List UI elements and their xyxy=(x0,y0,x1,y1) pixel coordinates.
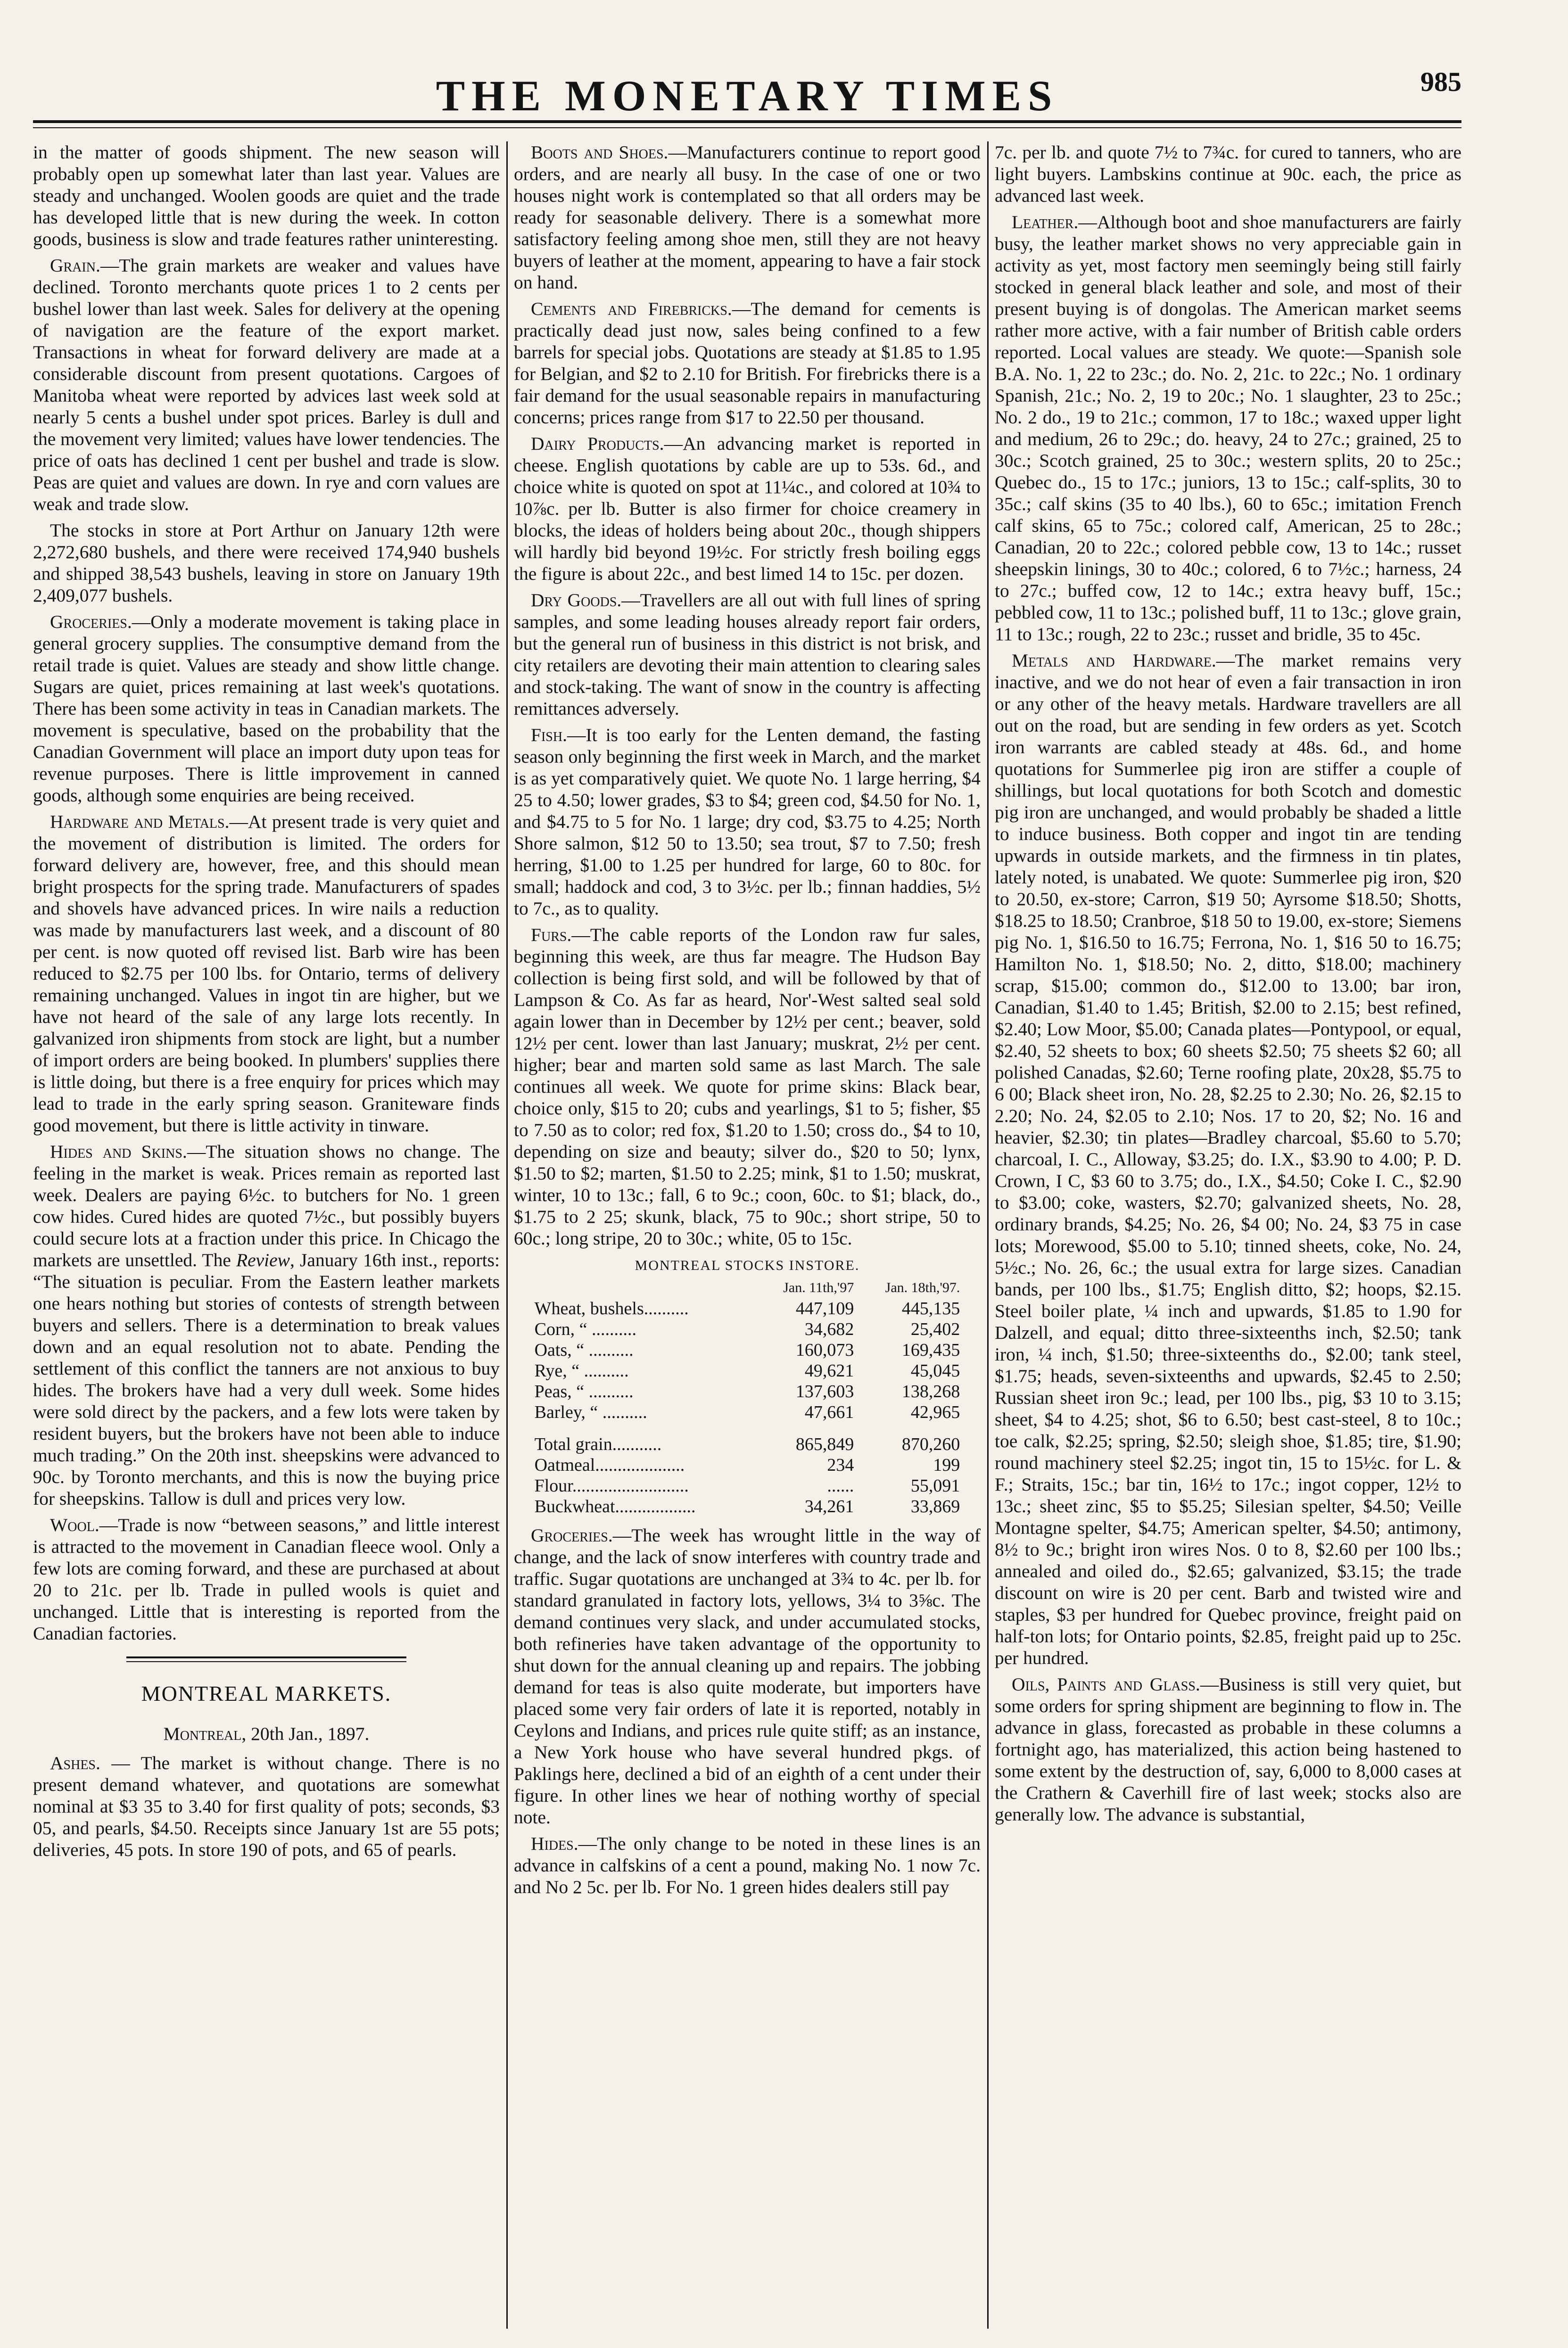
table-row xyxy=(533,1423,962,1455)
section-head: Fish. xyxy=(531,725,567,745)
article-columns xyxy=(33,141,1461,2329)
section-head: Grain. xyxy=(50,255,100,276)
row-label: Corn, “ .......... xyxy=(534,1319,636,1339)
newspaper-title: THE MONETARY TIMES xyxy=(436,72,1059,120)
column-header: Jan. 11th,'97 xyxy=(783,1280,854,1295)
cell-value: 25,402 xyxy=(910,1319,960,1339)
cell-value: 138,268 xyxy=(901,1382,960,1401)
section-head: Leather. xyxy=(1012,212,1079,232)
paragraph-groceries xyxy=(33,611,500,806)
section-head: Furs. xyxy=(531,924,572,945)
cell-value: 865,849 xyxy=(795,1434,854,1454)
dateline-city: Montreal, xyxy=(163,1723,247,1744)
section-head: Boots and Shoes. xyxy=(531,142,668,163)
section-body: —Manufacturers continue to report good orders, and are nearly all busy. In the case of one or two houses night work is contemplated so that all orders may be ready for seasonable delivery. There is a somewhat more satisfactory feeling among shoe men, still they are not heavy buyers of leather at the moment, appearing to have a fair stock on hand. xyxy=(514,142,981,293)
section-body: —It is too early for the Lenten demand, the fasting season only beginning the first week in March, and the market is as yet comparatively quiet. We quote No. 1 large herring, $4 25 to 4.50; lower grades, $3 to $4; green cod, $4.50 for No. 1, and $4.75 to 5 for No. 1 large; dry cod, $3.75 to 4.25; North Shore salmon, $12 50 to 13.50; sea trout, $7 to 7.50; fresh herring, $1.00 to 1.25 per hundred for large, 60 to 80c. for small; haddock and cod, 3 to 3½c. per lb.; finnan haddies, 5½ to 7c., as to quality. xyxy=(514,725,981,919)
header-rule-thin xyxy=(33,127,1461,128)
cell-value: 34,261 xyxy=(804,1497,854,1516)
paragraph-intro: in the matter of goods shipment. The new season will probably open up somewhat later than last year. Values are steady and unchanged. Woolen goods are quiet and the trade has developed little that is new during the week. In cotton goods, business is slow and trade features rather uninteresting. xyxy=(33,142,500,249)
dateline xyxy=(33,1723,500,1745)
table-row xyxy=(533,1475,962,1496)
table-header-row xyxy=(533,1277,962,1298)
row-label: Wheat, bushels.......... xyxy=(534,1299,689,1318)
cell-value: 447,109 xyxy=(795,1299,854,1318)
table-row xyxy=(533,1340,962,1360)
cell-value: 42,965 xyxy=(910,1402,960,1422)
masthead xyxy=(33,0,1461,141)
row-label: Total grain........... xyxy=(534,1434,662,1454)
paragraph-oils xyxy=(995,1673,1461,1825)
section-head: Groceries. xyxy=(531,1525,613,1546)
paragraph-groceries-montreal xyxy=(514,1524,981,1828)
column-divider xyxy=(506,141,508,2329)
table-row xyxy=(533,1496,962,1517)
table-row xyxy=(533,1360,962,1381)
column-2 xyxy=(514,141,981,2329)
table-row xyxy=(533,1402,962,1423)
dateline-date: 20th Jan., 1897. xyxy=(246,1723,370,1744)
column-divider xyxy=(987,141,989,2329)
cell-value: 34,682 xyxy=(804,1319,854,1339)
cell-value: 870,260 xyxy=(901,1434,960,1454)
section-head: Hides. xyxy=(531,1833,578,1854)
cell-value: 47,661 xyxy=(804,1402,854,1422)
section-body: —The only change to be noted in these lines is an advance in calfskins of a cent a pound, making No. 1 now 7c. and No 2 5c. per lb. For No. 1 green hides dealers still pay xyxy=(514,1833,981,1897)
paragraph-fish xyxy=(514,724,981,919)
section-body: —The week has wrought little in the way of change, and the lack of snow interferes with country trade and traffic. Sugar quotations are unchanged at 3¾ to 4c. per lb. for standard granulated in factory lots, yellows, 3¼ to 3⅝c. The demand continues very slack, and under accumulated stocks, both refineries have taken advantage of the opportunity to shut down for the annual cleaning up and repairs. The jobbing demand for teas is also quite moderate, but importers have placed some very fair orders of late it is reported, notably in Ceylons and Indians, and prices rule quite stiff; as an instance, a New York house who have several hundred pkgs. of Paklings here, declined a bid of an eighth of a cent under their figure. In other lines we hear of nothing worthy of special note. xyxy=(514,1525,981,1828)
stocks-table xyxy=(533,1277,962,1517)
paragraph-metals xyxy=(995,650,1461,1669)
section-head: Cements and Firebricks. xyxy=(531,298,732,319)
cell-value: 160,073 xyxy=(795,1340,854,1360)
paragraph-leather xyxy=(995,211,1461,645)
section-head: Ashes. xyxy=(50,1753,100,1773)
section-body: —Although boot and shoe manufacturers are fairly busy, the leather market shows no very appreciable gain in activity as yet, most factory men seemingly being still fairly stocked in general black leather and sole, and most of their present buying is of dongolas. The American market seems rather more active, with a fair number of British cable orders reported. Local values are steady. We quote:—Spanish sole B.A. No. 1, 22 to 23c.; do. No. 2, 21c. to 22c.; No. 1 ordinary Spanish, 21c.; No. 2, 19 to 20c.; No. 1 slaughter, 23 to 25c.; No. 2 do., 19 to 21c.; common, 17 to 18c.; waxed upper light and medium, 26 to 29c.; do. heavy, 24 to 27c.; grained, 25 to 30c.; Scotch grained, 25 to 30c.; western splits, 20 to 25c.; Quebec do., 15 to 17c.; juniors, 13 to 15c.; calf-splits, 30 to 35c.; calf skins (35 to 40 lbs.), 60 to 65c.; imitation French calf skins, 65 to 75c.; colored calf, American, 25 to 28c.; Canadian, 20 to 22c.; colored pebble cow, 13 to 14c.; russet sheepskin linings, 30 to 40c.; colored, 6 to 7½c.; harness, 24 to 27c.; buffed cow, 12 to 14c.; extra heavy buff, 15c.; pebbled cow, 11 to 13c.; polished buff, 11 to 13c.; glove grain, 11 to 13c.; rough, 22 to 23c.; russet and bridle, 35 to 45c. xyxy=(995,212,1461,644)
table-row xyxy=(533,1298,962,1319)
cell-value: 55,091 xyxy=(910,1476,960,1496)
column-1 xyxy=(33,141,500,2329)
table-row xyxy=(533,1381,962,1402)
row-label: Barley, “ .......... xyxy=(534,1402,647,1422)
section-head: Hardware and Metals. xyxy=(50,811,230,832)
paragraph-hides-montreal xyxy=(514,1833,981,1898)
cell-value: 234 xyxy=(827,1455,854,1475)
publication-name: Review xyxy=(236,1250,290,1270)
header-rule-thick xyxy=(33,120,1461,123)
paragraph-wool xyxy=(33,1514,500,1644)
row-label: Oatmeal.................... xyxy=(534,1455,685,1475)
paragraph-boots xyxy=(514,141,981,293)
cell-value: 199 xyxy=(933,1455,960,1475)
section-body: —Trade is now “between seasons,” and little interest is attracted to the movement in Canadian fleece wool. Only a few lots are coming forward, and these are purchased at about 20 to 21c. per lb. Trade in pulled wools is quiet and unchanged. Little that is interesting is reported from the Canadian factories. xyxy=(33,1515,500,1644)
section-body: —An advancing market is reported in cheese. English quotations by cable are up to 53s. 6d., and choice white is quoted on spot at 11¼c., and colored at 10¾ to 10⅞c. per lb. Butter is also firmer for choice creamery in blocks, the ideas of holders being about 20c., though shippers will hardly bid beyond 19½c. For strictly fresh boiling eggs the figure is about 22c., and best limed 14 to 15c. per dozen. xyxy=(514,433,981,584)
page-number: 985 xyxy=(1420,66,1461,97)
section-head: Metals and Hardware. xyxy=(1012,650,1216,671)
section-head: Dairy Products. xyxy=(531,433,664,454)
section-body: — The market is without change. There is no present demand whatever, and quotations are somewhat nominal at $3 35 to 3.40 for first quality of pots; seconds, $3 05, and pearls, $4.50. Receipts since January 1st are 55 pots; deliveries, 45 pots. In store 190 of pots, and 65 of pearls. xyxy=(33,1753,500,1860)
row-label: Rye, “ .......... xyxy=(534,1361,629,1381)
paragraph-hides xyxy=(33,1141,500,1509)
section-body: —The cable reports of the London raw fur sales, beginning this week, are thus far meagre. The Hudson Bay collection is being first sold, and will be followed by that of Lampson & Co. As far as heard, Nor'-West salted seal sold again lower than in December by 12½ per cent.; beaver, sold 12½ per cent. lower than last January; muskrat, 2½ per cent. higher; bear and marten sold same as last March. The sale continues all week. We quote for prime skins: Black bear, choice only, $15 to 20; cubs and yearlings, $1 to 5; fisher, $5 to 7.50 as to color; red fox, $1.20 to 1.50; cross do., $4 to 10, depending on size and beauty; silver do., $20 to 50; lynx, $1.50 to $2; marten, $1.50 to 2.25; mink, $1 to 1.50; muskrat, winter, 10 to 13c.; fall, 6 to 9c.; coon, 60c. to $1; black, do., $1.75 to 2 25; skunk, black, 75 to 90c.; short stripe, 50 to 60c.; long stripe, 20 to 30c.; white, 05 to 15c. xyxy=(514,924,981,1249)
section-body: —At present trade is very quiet and the movement of distribution is limited. The orders for forward delivery are, however, free, and this should mean bright prospects for the spring trade. Manufacturers of spades and shovels have advanced prices. In wire nails a reduction was made by manufacturers last week, and a discount of 80 per cent. is now quoted off revised list. Barb wire has been reduced to $2.75 per 100 lbs. for Ontario, terms of delivery remaining unchanged. Values in ingot tin are higher, but we have not heard of the sale of any large lots recently. In galvanized iron shipments from stock are light, but a number of import orders are being booked. In plumbers' supplies there is little doing, but there is a free enquiry for prices which may lead to trade in the early spring season. Graniteware finds good movement, but there is little activity in tinware. xyxy=(33,811,500,1136)
section-body: —Only a moderate movement is taking place in general grocery supplies. The consumptive demand from the retail trade is quiet. Values are steady and show little change. Sugars are quiet, prices remaining at last week's quotations. There has been some activity in teas in Canadian markets. The movement is speculative, based on the probability that the Canadian Government will place an import duty upon teas for revenue purposes. There is little improvement in canned goods, although some enquiries are being received. xyxy=(33,611,500,806)
table-row xyxy=(533,1319,962,1340)
paragraph-hardware xyxy=(33,811,500,1136)
cell-value: 33,869 xyxy=(910,1497,960,1516)
section-body-cont: , January 16th inst., reports: “The situation is peculiar. From the Eastern leather markets one hears nothing but stories of contests of strength between buyers and sellers. There is a determination to break values down and an equal resolution not to abate. Pending the settlement of this conflict the tanners are not anxious to buy hides. The brokers have had a very dull week. Some hides were sold direct by the packers, and a few lots were taken by resident buyers, but the brokers have not been able to induce much trading.” On the 20th inst. sheepskins were advanced to 90c. by Toronto merchants, and this is now the buying price for sheepskins. Tallow is dull and prices very low. xyxy=(33,1250,500,1509)
row-label: Flour.......................... xyxy=(534,1476,689,1496)
section-head: Hides and Skins. xyxy=(50,1141,187,1162)
section-head: Wool. xyxy=(50,1515,99,1535)
cell-value: 169,435 xyxy=(901,1340,960,1360)
montreal-markets-title: MONTREAL MARKETS. xyxy=(141,1681,392,1705)
paragraph-port-arthur-stocks: The stocks in store at Port Arthur on January 12th were 2,272,680 bushels, and there were received 174,940 bushels and shipped 38,543 bushels, leaving in store on January 19th 2,409,077 bushels. xyxy=(33,520,500,606)
section-body: —The situation shows no change. The feeling in the market is weak. Prices remain as reported last week. Dealers are paying 6½c. to butchers for No. 1 green cow hides. Cured hides are quoted 7½c., but possibly buyers could secure lots at a fraction under this price. In Chicago the markets are unsettled. The xyxy=(33,1141,500,1270)
paragraph-ashes xyxy=(33,1752,500,1861)
row-label: Oats, “ .......... xyxy=(534,1340,634,1360)
stocks-table-title: MONTREAL STOCKS INSTORE. xyxy=(635,1258,860,1273)
cell-value: 445,135 xyxy=(901,1299,960,1318)
section-head: Groceries. xyxy=(50,611,132,632)
section-body: —The demand for cements is practically dead just now, sales being confined to a few barrels for special jobs. Quotations are steady at $1.85 to 1.95 for Belgian, and $2 to 2.10 for British. For firebricks there is a fair demand for the usual seasonable repairs in manufacturing concerns; prices range from $17 to 22.50 per thousand. xyxy=(514,298,981,428)
paragraph-furs xyxy=(514,924,981,1249)
cell-value: ...... xyxy=(827,1476,854,1496)
section-head: Oils, Paints and Glass. xyxy=(1012,1674,1200,1695)
section-body: —The grain markets are weaker and values have declined. Toronto merchants quote prices 1 to 2 cents per bushel lower than last week. Sales for delivery at the opening of navigation are the feature of the export market. Transactions in wheat for forward delivery are made at a considerable discount from present quotations. Cargoes of Manitoba wheat were reported by advices last week sold at nearly 5 cents a bushel under spot prices. Barley is dull and the movement very limited; values have lower tendencies. The price of oats has declined 1 cent per bushel and trade is slow. Peas are quiet and values are down. In rye and corn values are weak and trade slow. xyxy=(33,255,500,514)
cell-value: 45,045 xyxy=(910,1361,960,1381)
paragraph-drygoods xyxy=(514,589,981,719)
section-body: —Travellers are all out with full lines of spring samples, and some leading houses already report fair orders, but the general run of business in this district is not brisk, and city retailers are devoting their main attention to clearing sales and stock-taking. The want of snow in the country is affecting remittances adversely. xyxy=(514,590,981,719)
paragraph-dairy xyxy=(514,433,981,585)
section-body: —The market remains very inactive, and we do not hear of even a fair transaction in iron or any other of the heavy metals. Hardware travellers are all out on the road, but are sending in few orders as yet. Scotch iron warrants are cabled steady at 48s. 6d., and home quotations for Summerlee pig iron are stiffer a couple of shillings, but local quotations for both Scotch and domestic pig iron are unchanged, and would probably be shaded a little to induce business. Both copper and ingot tin are tending upwards in outside markets, and the firmness in tin plates, lately noted, is unabated. We quote: Summerlee pig iron, $20 to 20.50, ex-store; Carron, $19 50; Ayrsome $18.50; Shotts, $18.25 to 18.50; Cranbroe, $18 50 to 19.00, ex-store; Siemens pig No. 1, $16.50 to 16.75; Ferrona, No. 1, $16 50 to 16.75; Hamilton No. 1, $18.50; No. 2, ditto, $18.00; machinery scrap, $15.00; common do., $12.00 to 13.00; bar iron, Canadian, $1.40 to 1.45; British, $2.00 to 2.15; best refined, $2.40; Low Moor, $5.00; Canada plates—Pontypool, or equal, $2.40, 52 sheets to box; 60 sheets $2.50; 75 sheets $2 60; all polished Canadas, $2.60; Terne roofing plate, 20x28, $5.75 to 6 00; Black sheet iron, No. 28, $2.25 to 2.30; No. 26, $2.15 to 2.20; No. 24, $2.05 to 2.10; Nos. 17 to 20, $2; No. 16 and heavier, $2.30; tin plates—Bradley charcoal, $5.60 to 5.70; charcoal, I. C., Alloway, $3.25; do. I.X., $3.90 to 4.00; P. D. Crown, I C, $3 60 to 3.75; do., I.X., $4.50; Coke I. C., $2.90 to $3.00; coke, wasters, $2.70; galvanized sheets, No. 28, ordinary brands, $4.25; No. 26, $4 00; No. 24, $3 75 in case lots; Morewood, $5.00 to 5.10; tinned sheets, coke, No. 24, 5½c.; No. 26, 6c.; the usual extra for large sizes. Canadian bands, per 100 lbs., $1.75; English ditto, $2; hoops, $2.15. Steel boiler plate, ¼ inch and upwards, $1.85 to 1.90 for Dalzell, and equal; ditto three-sixteenths inch, $2.50; tank iron, ¼ inch, $1.50; three-sixteenths do., $2.00; tank steel, $1.75; heads, seven-sixteenths and upwards, $2.45 to 2.50; Russian sheet iron 9c.; lead, per 100 lbs., pig, $3 10 to 3.15; sheet, $4 to 4.25; shot, $6 to 6.50; best cast-steel, 8 to 10c.; toe calk, $2.25; spring, $2.50; sleigh shoe, $1.85; tire, $1.90; round machinery steel $2.25; ingot tin, 15 to 15½c. for L. & F.; Straits, 15c.; bar tin, 16½ to 17c.; ingot copper, 12½ to 13c.; sheet zinc, $5 to $5.25; Silesian spelter, $4.50; Veille Montagne spelter, $4.75; American spelter, $4.50; antimony, 8½ to 9c.; bright iron wires Nos. 0 to 8, $2.60 per 100 lbs.; annealed and oiled do., $2.65; galvanized, $3.15; the trade discount on wire is 20 per cent. Barb and twisted wire and staples, $3 per hundred for Quebec province, freight paid on half-ton lots; for Ontario points, $2.85, freight paid up to 25c. per hundred. xyxy=(995,650,1461,1668)
section-head: Dry Goods. xyxy=(531,590,622,610)
column-header: Jan. 18th,'97. xyxy=(885,1280,960,1295)
paragraph-grain xyxy=(33,255,500,515)
table-row xyxy=(533,1455,962,1475)
row-label: Peas, “ .......... xyxy=(534,1382,634,1401)
cell-value: 137,603 xyxy=(795,1382,854,1401)
cell-value: 49,621 xyxy=(804,1361,854,1381)
column-3 xyxy=(995,141,1461,2329)
paragraph-hides-continued: 7c. per lb. and quote 7½ to 7¾c. for cured to tanners, who are light buyers. Lambskins continue at 90c. each, the price as advanced last week. xyxy=(995,142,1461,206)
section-body: —Business is still very quiet, but some orders for spring shipment are beginning to flow in. The advance in glass, forecasted as probable in these columns a fortnight ago, has materialized, this action being hastened to some extent by the destruction of, say, 6,000 to 8,000 cases at the Crathern & Caverhill fire of last week; stocks also are generally low. The advance is substantial, xyxy=(995,1674,1461,1825)
row-label: Buckwheat.................. xyxy=(534,1497,696,1516)
paragraph-cements xyxy=(514,298,981,428)
section-divider xyxy=(126,1656,406,1662)
